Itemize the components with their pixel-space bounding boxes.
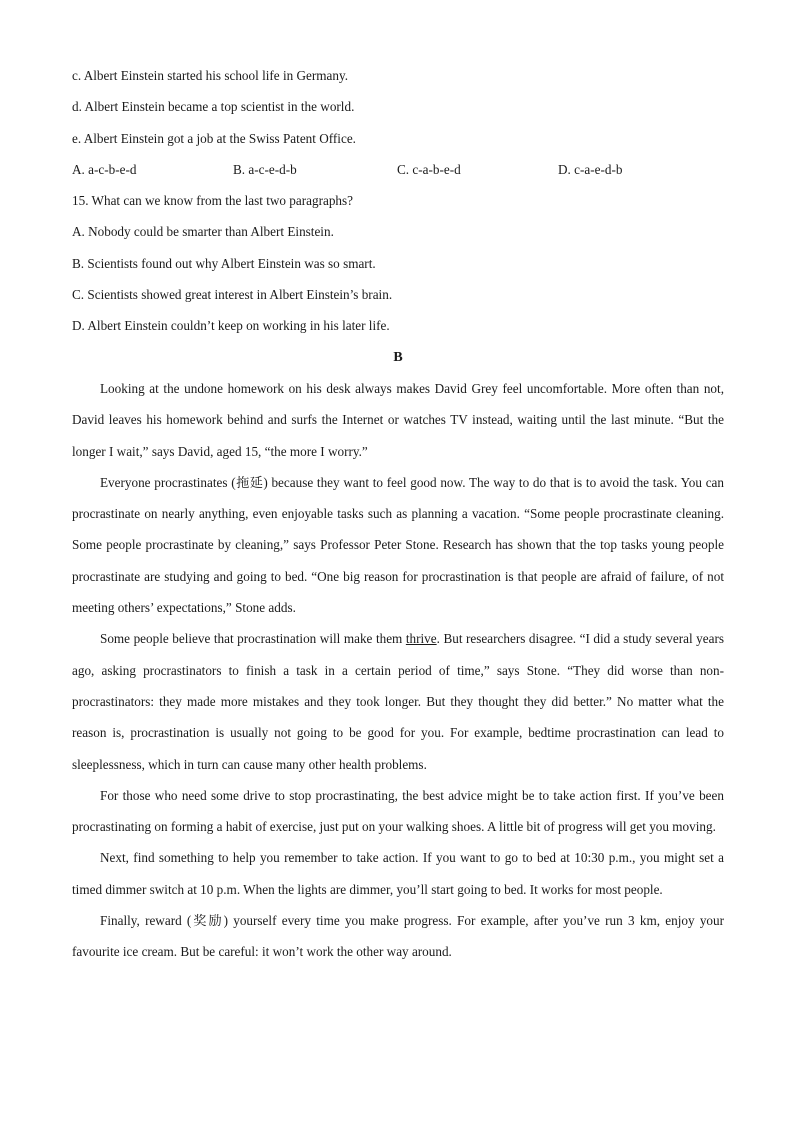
section-title: B (393, 349, 403, 365)
q14-option-c: C. c-a-b-e-d (397, 161, 461, 177)
q14-item-d: d. Albert Einstein became a top scientist in the world. (72, 99, 355, 115)
q14-item-c: c. Albert Einstein started his school life in Germany. (72, 68, 349, 83)
passage-paragraph-2: Everyone procrastinates (拖延) because they want to feel good now. The way to do that is to avoid the task. You can procrastinate on nearly anything, even enjoyable tasks such as planning a vacation. “Some people procrastinate cleaning. Some people procrastinate by cleaning,” says Professor Peter Stone. Research has shown that the top tasks young people procrastinate are studying and going to bed. “One big reason for procrastination is that people are afraid of failure, of not meeting others’ expectations,” Stone adds. (72, 474, 724, 616)
q15-option-a: A. Nobody could be smarter than Albert Einstein. (72, 224, 334, 240)
passage-paragraph-6: Finally, reward (奖励) yourself every time you make progress. For example, after you’ve run 3 km, enjoy your favourite ice cream. But be careful: it won’t work the other way around. (72, 913, 724, 960)
q14-options (72, 154, 724, 185)
q15-option-d: D. Albert Einstein couldn’t keep on working in his later life. (72, 318, 390, 334)
passage-paragraph-1: Looking at the undone homework on his desk always makes David Grey feel uncomfortable. More often than not, David leaves his homework behind and surfs the Internet or watches TV instead, waiting until the last minute. “But the longer I wait,” says David, aged 15, “the more I worry.” (72, 380, 724, 459)
paragraph-3-text-end: . But researchers disagree. “I did a study several years ago, asking procrastinators to finish a task in a certain period of time,” says Stone. “They did worse than non-procrastinators: they made more mistakes and they took longer. But they thought they did better.” No matter what the reason is, procrastination is usually not going to be good for you. For example, bedtime procrastination can lead to sleeplessness, which in turn can cause many other health problems. (72, 631, 724, 772)
passage-paragraph-4: For those who need some drive to stop procrastinating, the best advice might be to take action first. If you’ve been procrastinating on forming a habit of exercise, just put on your walking shoes. A little bit of progress will get you moving. (72, 787, 724, 835)
q14-option-a: A. a-c-b-e-d (72, 161, 137, 177)
q15-question: 15. What can we know from the last two paragraphs? (72, 193, 354, 209)
passage-paragraph-5: Next, find something to help you remember to take action. If you want to go to bed at 10:30 p.m., you might set a timed dimmer switch at 10 p.m. When the lights are dimmer, you’ll start going to bed. It works for most people. (72, 850, 724, 897)
passage-paragraph-3 (72, 623, 724, 779)
underlined-word: thrive (405, 631, 437, 647)
q14-option-b: B. a-c-e-d-b (233, 161, 297, 177)
q14-item-e: e. Albert Einstein got a job at the Swiss Patent Office. (72, 130, 356, 146)
q14-option-d: D. c-a-e-d-b (558, 161, 623, 177)
paragraph-3-text-start: Some people believe that procrastination will make them (100, 631, 406, 647)
exam-page (72, 60, 724, 968)
q15-option-b: B. Scientists found out why Albert Einstein was so smart. (72, 255, 376, 271)
q15-option-c: C. Scientists showed great interest in Albert Einstein’s brain. (72, 287, 393, 303)
